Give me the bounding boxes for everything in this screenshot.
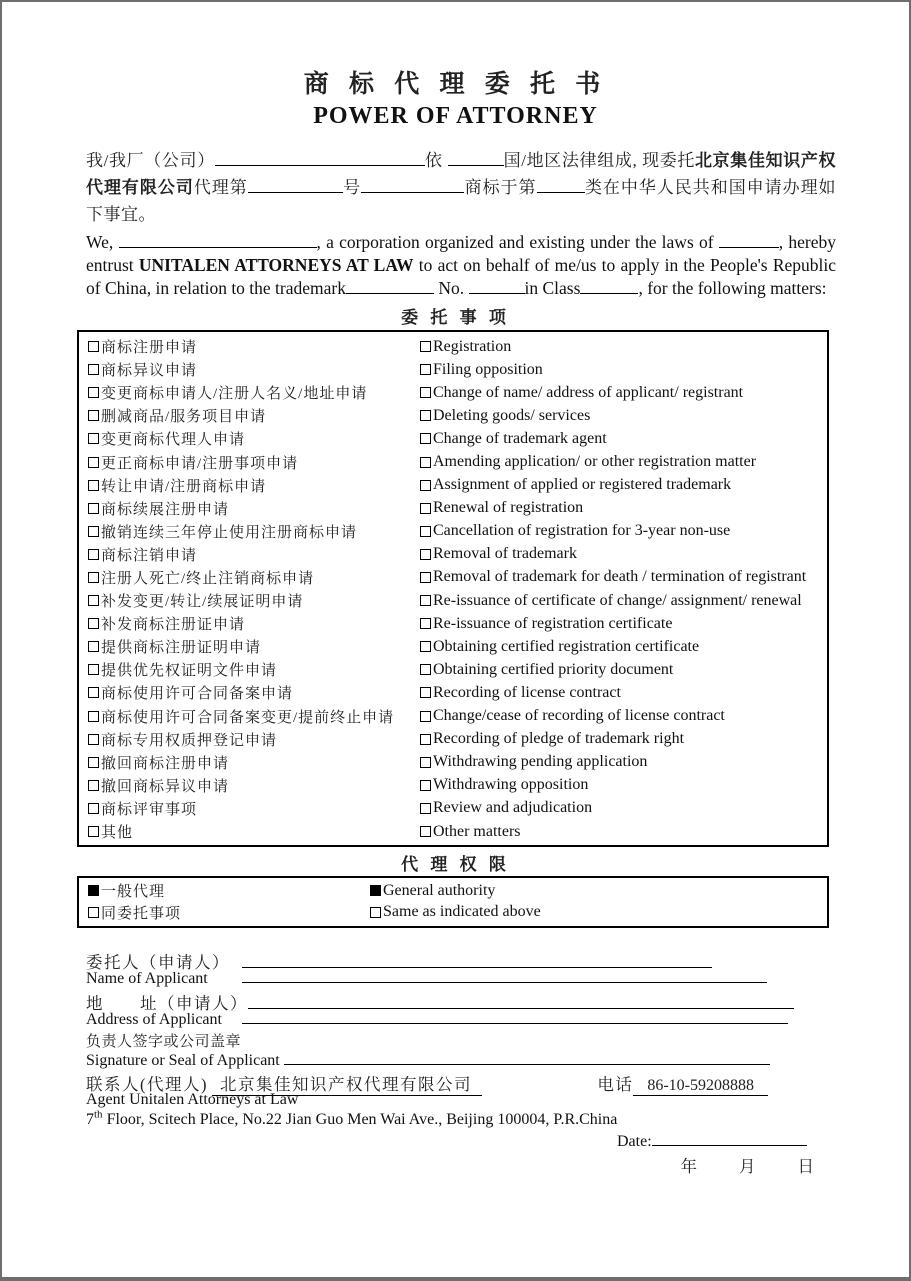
applicant-name-en-blank [242, 969, 767, 983]
blank-company-en [119, 233, 317, 248]
intro-paragraph-en [86, 231, 836, 300]
matter-label-en: Withdrawing opposition [433, 776, 589, 794]
checkbox-icon [420, 341, 431, 352]
matter-label-en: Other matters [433, 822, 521, 840]
checkbox-icon [420, 549, 431, 560]
checkbox-icon [88, 410, 99, 421]
checkbox-icon [420, 803, 431, 814]
address-zh-line [86, 990, 846, 1013]
matter-label-en: Re-issuance of certificate of change/ assignment/ renewal [433, 591, 802, 609]
matters-row [88, 497, 827, 520]
intro-paragraph-zh [86, 147, 836, 228]
address-label-en: Address of Applicant [86, 1010, 222, 1028]
blank-company-zh [215, 151, 425, 166]
matter-label-en: Registration [433, 337, 512, 355]
matter-label-zh: 商标注销申请 [101, 547, 198, 564]
matter-label-zh: 删减商品/服务项目申请 [101, 409, 267, 426]
matter-label-zh: 商标专用权质押登记申请 [101, 732, 278, 749]
checkbox-icon [88, 711, 99, 722]
phone-label: 电话 [597, 1074, 634, 1094]
matters-row [88, 635, 827, 658]
matters-row [88, 705, 827, 728]
checkbox-icon [420, 687, 431, 698]
blank-trademark-en [346, 279, 434, 294]
agent-name-en: UNITALEN ATTORNEYS AT LAW [138, 255, 414, 275]
signature-blank [284, 1051, 770, 1065]
checkbox-icon [88, 341, 99, 352]
checkbox-icon [88, 618, 99, 629]
address-zh-blank [248, 995, 794, 1009]
intro-zh-seg1: 我/我厂（公司） [86, 151, 215, 170]
matter-label-zh: 提供优先权证明文件申请 [101, 663, 278, 680]
checkbox-icon [88, 549, 99, 560]
checkbox-icon [420, 457, 431, 468]
checkbox-icon [370, 907, 381, 918]
checkbox-icon [420, 641, 431, 652]
month-label: 月 [739, 1156, 756, 1176]
checkbox-icon [420, 503, 431, 514]
signature-zh-line [86, 1030, 846, 1050]
year-month-day [681, 1153, 847, 1177]
agent-en-label: Agent Unitalen Attorneys at Law [86, 1091, 299, 1109]
applicant-name-zh-line [86, 949, 846, 973]
matter-label-zh: 撤销连续三年停止使用注册商标申请 [101, 524, 358, 541]
matters-row [88, 358, 827, 381]
intro-en-seg7: , for the following matters: [638, 278, 827, 298]
matter-label-en: Amending application/ or other registration matter [433, 453, 757, 471]
matter-label-zh: 商标使用许可合同备案变更/提前终止申请 [101, 709, 395, 726]
checkbox-icon [420, 387, 431, 398]
checkbox-icon [88, 780, 99, 791]
checkbox-icon [88, 457, 99, 468]
checkbox-icon [420, 664, 431, 675]
checkbox-checked-icon [370, 885, 381, 896]
authority-heading: 代 理 权 限 [401, 855, 510, 875]
agent-address-line [86, 1111, 846, 1131]
matters-heading: 委 托 事 项 [401, 308, 510, 327]
address-en-blank [242, 1010, 788, 1024]
checkbox-icon [420, 595, 431, 606]
signature-en-line [86, 1051, 846, 1071]
matters-row [88, 751, 827, 774]
footer-fields [86, 949, 846, 1176]
matter-label-zh: 撤回商标异议申请 [101, 778, 230, 795]
matter-label-zh: 其他 [101, 825, 134, 842]
matter-label-zh: 更正商标申请/注册事项申请 [101, 455, 299, 472]
matter-label-en: Renewal of registration [433, 499, 584, 517]
checkbox-icon [88, 433, 99, 444]
page-title-zh: 商 标 代 理 委 托 书 [303, 71, 608, 98]
matter-label-zh: 撤回商标注册申请 [101, 755, 230, 772]
checkbox-icon [420, 572, 431, 583]
matter-label-zh: 商标注册申请 [101, 340, 198, 357]
checkbox-checked-icon [88, 885, 99, 896]
ordinal-suffix: th [94, 1109, 103, 1122]
matter-label-en: Recording of license contract [433, 683, 621, 701]
checkbox-icon [88, 480, 99, 491]
checkbox-icon [420, 410, 431, 421]
authority-box [77, 876, 829, 928]
agent-address: 7th Floor, Scitech Place, No.22 Jian Guo Men Wai Ave., Beijing 100004, P.R.China [86, 1109, 618, 1129]
intro-zh-seg6: 商标于第 [464, 178, 537, 197]
matter-label-zh: 商标使用许可合同备案申请 [101, 686, 294, 703]
checkbox-icon [420, 757, 431, 768]
matters-row [88, 335, 827, 358]
address-label-zh: 地 址（申请人） [86, 993, 248, 1013]
matter-label-en: Filing opposition [433, 360, 543, 378]
applicant-name-zh-blank [242, 954, 712, 968]
checkbox-icon [420, 826, 431, 837]
intro-en-seg4: to act on behalf of me/us to apply in the People's Republic of China, in relation to the trademark [86, 255, 837, 298]
authority-row [88, 880, 827, 902]
matters-row [88, 543, 827, 566]
matter-label-zh: 变更商标代理人申请 [101, 432, 246, 449]
applicant-label-zh: 委托人（申请人） [86, 953, 230, 973]
contact-value: 北京集佳知识产权代理有限公司 [212, 1071, 482, 1096]
checkbox-icon [420, 526, 431, 537]
signature-label-zh: 负责人签字或公司盖章 [86, 1034, 242, 1051]
matters-row [88, 450, 827, 473]
matter-label-zh: 转让申请/注册商标申请 [101, 478, 267, 495]
matter-label-zh: 商标异议申请 [101, 363, 198, 380]
matter-label-zh: 商标评审事项 [101, 801, 198, 818]
matters-row [88, 520, 827, 543]
checkbox-icon [88, 503, 99, 514]
matter-label-en: Obtaining certified registration certificate [433, 637, 700, 655]
matter-label-zh: 商标续展注册申请 [101, 501, 230, 518]
authority-label-zh: 一般代理 [101, 884, 166, 901]
matters-row [88, 681, 827, 704]
checkbox-icon [88, 641, 99, 652]
checkbox-icon [88, 526, 99, 537]
day-label: 日 [797, 1156, 814, 1176]
matter-label-en: Cancellation of registration for 3-year non-use [433, 522, 731, 540]
matter-label-zh: 变更商标申请人/注册人名义/地址申请 [101, 386, 368, 403]
matters-row [88, 612, 827, 635]
intro-en-seg6: in Class [524, 278, 581, 298]
matters-box [77, 330, 829, 847]
matters-row [88, 728, 827, 751]
applicant-name-en-line [86, 969, 846, 989]
contact-label: 联系人(代理人) [86, 1074, 208, 1094]
matters-row [88, 820, 827, 843]
intro-zh-seg7: 类在中华人民共和国申请办理如下事宜。 [86, 178, 837, 224]
matter-label-en: Change of trademark agent [433, 429, 607, 447]
matter-label-en: Assignment of applied or registered trademark [433, 476, 732, 494]
matters-row [88, 658, 827, 681]
matters-row [88, 404, 827, 427]
matter-label-en: Change/cease of recording of license contract [433, 707, 725, 725]
intro-en-seg5: No. [438, 278, 465, 298]
applicant-label-en: Name of Applicant [86, 970, 208, 988]
agent-name-zh: 北京集佳知识产权代理有限公司 [86, 151, 836, 197]
blank-country-en [719, 233, 779, 248]
matters-row [88, 589, 827, 612]
intro-en-seg3: , hereby entrust [86, 232, 837, 275]
checkbox-icon [420, 433, 431, 444]
checkbox-icon [420, 734, 431, 745]
date-label: Date: [617, 1133, 652, 1151]
matter-label-en: Removal of trademark for death / termination of registrant [433, 568, 807, 586]
checkbox-icon [88, 572, 99, 583]
year-label: 年 [680, 1156, 697, 1176]
checkbox-icon [420, 780, 431, 791]
checkbox-icon [88, 757, 99, 768]
contact-line [86, 1071, 846, 1094]
matter-label-en: Change of name/ address of applicant/ registrant [433, 383, 744, 401]
blank-number-en [469, 279, 525, 294]
page-title-en: POWER OF ATTORNEY [313, 103, 598, 129]
authority-label-en: Same as indicated above [383, 903, 541, 921]
matter-label-zh: 提供商标注册证明申请 [101, 640, 262, 657]
matter-label-en: Review and adjudication [433, 799, 593, 817]
blank-class-zh [537, 178, 585, 193]
authority-label-zh: 同委托事项 [101, 905, 182, 922]
matter-label-en: Deleting goods/ services [433, 406, 591, 424]
intro-zh-seg2: 依 [424, 151, 443, 170]
signature-label-en: Signature or Seal of Applicant [86, 1051, 280, 1069]
matter-label-en: Withdrawing pending application [433, 753, 648, 771]
matter-label-en: Recording of pledge of trademark right [433, 730, 685, 748]
checkbox-icon [420, 364, 431, 375]
matter-label-en: Removal of trademark [433, 545, 577, 563]
ymd-line [86, 1153, 846, 1176]
blank-country-zh [448, 151, 504, 166]
intro-zh-seg5: 号 [342, 178, 362, 197]
address-en-line [86, 1010, 846, 1030]
date-line [86, 1132, 846, 1152]
checkbox-icon [88, 687, 99, 698]
blank-number-zh [248, 178, 343, 193]
authority-row [88, 902, 827, 924]
matters-row [88, 474, 827, 497]
checkbox-icon [88, 595, 99, 606]
matters-row [88, 381, 827, 404]
phone-value: 86-10-59208888 [633, 1077, 768, 1096]
intro-en-seg2: , a corporation organized and existing under the laws of [316, 232, 714, 252]
checkbox-icon [88, 826, 99, 837]
intro-zh-seg4: 代理第 [193, 178, 248, 197]
intro-en-seg1: We, [86, 232, 114, 252]
matters-row [88, 797, 827, 820]
intro-zh-seg3: 国/地区法律组成, 现委托 [503, 151, 696, 170]
matter-label-en: Re-issuance of registration certificate [433, 614, 673, 632]
checkbox-icon [88, 364, 99, 375]
date-blank [652, 1132, 807, 1146]
checkbox-icon [88, 664, 99, 675]
matter-label-zh: 补发商标注册证申请 [101, 617, 246, 634]
checkbox-icon [88, 907, 99, 918]
blank-class-en [580, 279, 638, 294]
matters-row [88, 774, 827, 797]
checkbox-icon [420, 711, 431, 722]
checkbox-icon [88, 734, 99, 745]
matters-row [88, 427, 827, 450]
checkbox-icon [88, 803, 99, 814]
matters-row [88, 566, 827, 589]
matter-label-zh: 注册人死亡/终止注销商标申请 [101, 570, 315, 587]
checkbox-icon [420, 618, 431, 629]
authority-label-en: General authority [383, 881, 496, 899]
phone-group [597, 1071, 768, 1096]
matter-label-en: Obtaining certified priority document [433, 660, 674, 678]
checkbox-icon [420, 480, 431, 491]
checkbox-icon [88, 387, 99, 398]
blank-trademark-zh [361, 178, 464, 193]
matter-label-zh: 补发变更/转让/续展证明申请 [101, 594, 304, 611]
